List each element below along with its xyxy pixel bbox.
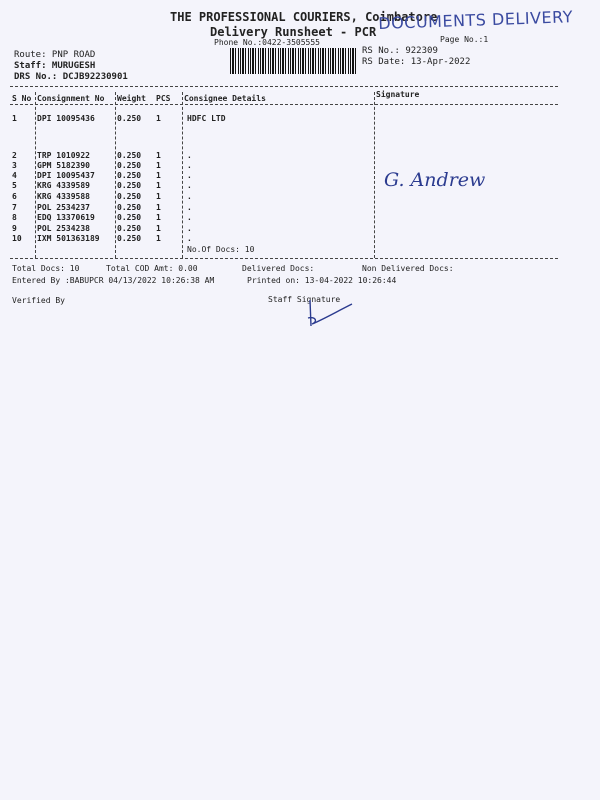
row-weight: 0.250 [117,203,142,212]
route-label: Route: PNP ROAD [14,50,96,60]
no-of-docs: No.Of Docs: 10 [187,245,255,254]
row-weight: 0.250 [117,114,142,123]
row-weight: 0.250 [117,171,142,180]
entered-by: Entered By :BABUPCR 04/13/2022 10:26:38 AM [12,276,215,285]
row-pcs: 1 [156,151,161,160]
col-header-pcs: PCS [156,94,171,103]
staff-signature-scribble [296,298,356,330]
table-header-rule [10,104,558,105]
drs-number: DRS No.: DCJB92230901 [14,72,128,82]
table-bottom-rule [10,258,558,259]
rs-number: RS No.: 922309 [362,46,438,56]
total-docs: Total Docs: 10 [12,264,80,273]
row-sno: 1 [12,114,17,123]
delivered-docs: Delivered Docs: [242,264,315,273]
row-consignment: POL 2534237 [37,203,90,212]
row-consignee: . [187,234,192,243]
row-weight: 0.250 [117,234,142,243]
row-consignee: . [187,161,192,170]
column-divider [115,92,116,258]
row-weight: 0.250 [117,213,142,222]
row-consignee: . [187,181,192,190]
row-pcs: 1 [156,114,161,123]
col-header-consignee: Consignee Details [184,94,266,103]
handwritten-signature-text: G. Andrew [384,169,486,191]
row-consignee: . [187,203,192,212]
row-pcs: 1 [156,213,161,222]
row-sno: 5 [12,181,17,190]
runsheet-title: Delivery Runsheet - PCR [210,25,377,39]
rs-date: RS Date: 13-Apr-2022 [362,57,471,67]
row-consignee: . [187,171,192,180]
staff-signature-label: Staff Signature [268,295,341,304]
row-consignment: KRG 4339588 [37,192,90,201]
staff-label: Staff: MURUGESH [14,61,96,71]
row-sno: 10 [12,234,22,243]
row-consignment: EDQ 13370619 [37,213,95,222]
column-divider [374,92,375,258]
col-header-sno: S No [12,94,32,103]
row-sno: 2 [12,151,17,160]
col-header-consignment: Consignment No [37,94,105,103]
row-weight: 0.250 [117,181,142,190]
company-title: THE PROFESSIONAL COURIERS, Coimbatore [170,10,438,24]
row-consignee: . [187,224,192,233]
row-weight: 0.250 [117,192,142,201]
row-weight: 0.250 [117,224,142,233]
table-top-rule [10,86,558,87]
row-pcs: 1 [156,161,161,170]
row-consignment: POL 2534238 [37,224,90,233]
row-consignment: TRP 1010922 [37,151,90,160]
row-pcs: 1 [156,203,161,212]
col-header-signature: Signature [376,90,420,99]
total-cod-amount: Total COD Amt: 0.00 [106,264,198,273]
phone-number: Phone No.:0422-3505555 [214,38,320,47]
printed-on: Printed on: 13-04-2022 10:26:44 [247,276,397,285]
row-sno: 4 [12,171,17,180]
row-sno: 9 [12,224,17,233]
row-weight: 0.250 [117,151,142,160]
row-consignment: DPI 10095437 [37,171,95,180]
row-consignee: . [187,151,192,160]
column-divider [35,92,36,258]
handwritten-signature [380,158,510,198]
scribble-stroke [308,300,352,326]
barcode [230,48,358,74]
row-sno: 8 [12,213,17,222]
row-consignment: DPI 10095436 [37,114,95,123]
row-pcs: 1 [156,224,161,233]
row-consignee: . [187,213,192,222]
row-consignment: KRG 4339589 [37,181,90,190]
row-weight: 0.250 [117,161,142,170]
row-sno: 7 [12,203,17,212]
row-consignment: IXM 501363189 [37,234,100,243]
column-divider [182,92,183,258]
row-pcs: 1 [156,192,161,201]
documents-delivery-stamp: DOCUMENTS DELIVERY [378,7,574,33]
page-number: Page No.:1 [440,35,489,44]
row-pcs: 1 [156,234,161,243]
row-sno: 6 [12,192,17,201]
row-sno: 3 [12,161,17,170]
verified-by: Verified By [12,296,65,305]
row-pcs: 1 [156,171,161,180]
non-delivered-docs: Non Delivered Docs: [362,264,454,273]
row-consignment: GPM 5182390 [37,161,90,170]
row-consignee: . [187,192,192,201]
col-header-weight: Weight [117,94,146,103]
row-consignee: HDFC LTD [187,114,226,123]
row-pcs: 1 [156,181,161,190]
